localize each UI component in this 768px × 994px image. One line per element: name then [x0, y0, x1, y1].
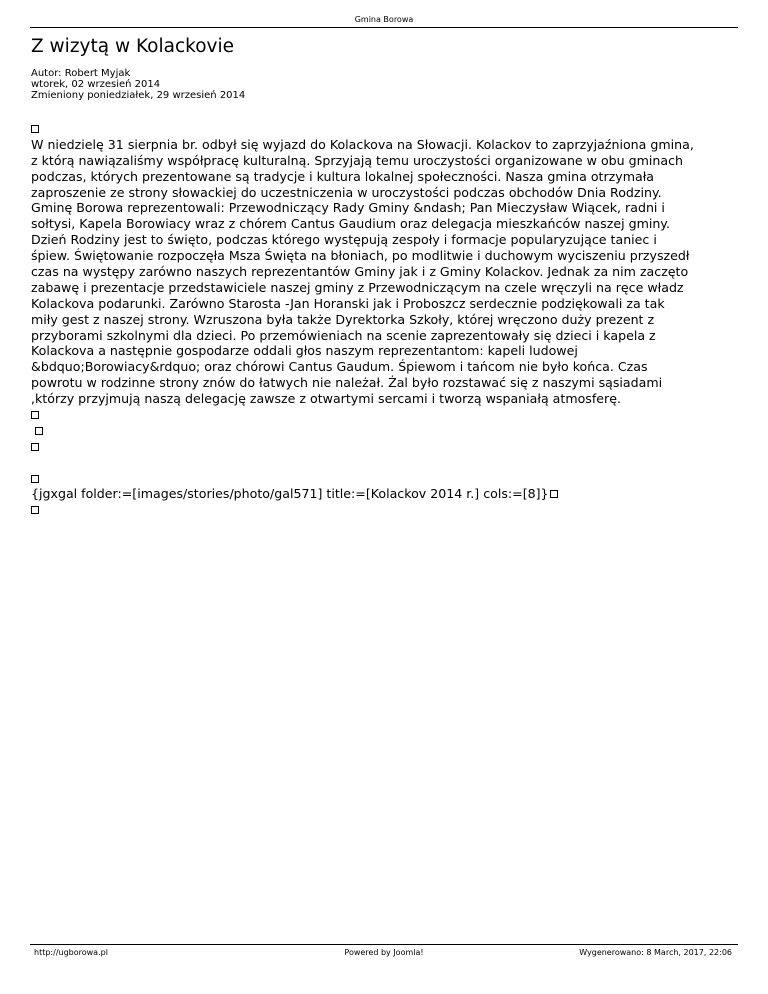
body-line: Dzień Rodziny jest to święto, podczas którego występują zespoły i formacje popularyzujące taniec i [31, 232, 657, 248]
body-line: sołtysi, Kapela Borowiacy wraz z chórem Cantus Gaudium oraz delegacja mieszkańców naszej gminy. [31, 216, 670, 232]
footer-generated-date: Wygenerowano: 8 March, 2017, 22:06 [579, 948, 732, 957]
body-line: przyborami szkolnymi dla dzieci. Po przemówieniach na scenie zaprezentowały się dzieci i kapela z [31, 327, 656, 343]
site-name: Gmina Borowa [354, 15, 414, 24]
body-line: miły gest z naszej strony. Wzruszona była także Dyrektorka Szkoły, której wręczono duży prezent z [31, 311, 655, 327]
article-modified-date: Zmieniony poniedziałek, 29 wrzesień 2014 [31, 90, 246, 101]
missing-glyph-box [31, 502, 743, 518]
missing-glyph-box [31, 471, 743, 487]
missing-glyph-box [31, 423, 743, 439]
page-footer [30, 948, 738, 958]
body-line: Kolackova a następnie gospodarze oddali głos naszym reprezentantom: kapeli ludowej [31, 343, 578, 359]
gallery-tag-line [31, 486, 743, 502]
body-line: W niedzielę 31 sierpnia br. odbył się wyjazd do Kolackova na Słowacji. Kolackov to zaprzyjaźniona gmina, [31, 136, 694, 152]
body-line: ,którzy przyjmują naszą delegację zawsze z otwartymi sercami i tworzą wspaniałą atmosferę. [31, 391, 621, 407]
header-divider [30, 27, 738, 28]
body-line: zaproszenie ze strony słowackiej do uczestniczenia w uroczystości podczas obchodów Dnia Rodziny. [31, 184, 662, 200]
body-line: powrotu w rodzinne strony znów do łatwych nie należał. Żal było rozstawać się z naszymi sąsiadami [31, 375, 663, 391]
footer-powered-by: Powered by Joomla! [344, 948, 424, 957]
body-line: śpiew. Świętowanie rozpoczęła Msza Święta na błoniach, po modlitwie i duchowym wyciszeniu przyszedł [31, 248, 690, 264]
body-line: podczas, których prezentowane są tradycje i kultura lokalnej społeczności. Nasza gmina otrzymała [31, 168, 654, 184]
footer-site-url[interactable]: http://ugborowa.pl [34, 948, 108, 957]
body-line: Kolackova podarunki. Zarówno Starosta -Jan Horanski jak i Proboszcz serdecznie podziękowali za tak [31, 295, 665, 311]
article-body [31, 121, 743, 518]
body-line: zabawę i prezentacje przedstawiciele naszej gminy z Przewodniczącym na czele wręczyli na ręce władz [31, 279, 684, 295]
article-title: Z wizytą w Kolackovie [31, 36, 234, 57]
missing-glyph-box [31, 407, 743, 423]
footer-divider [30, 944, 738, 945]
gallery-tag-text: {jgxgal folder:=[images/stories/photo/gal571] title:=[Kolackov 2014 r.] cols:=[8]} [31, 486, 549, 502]
body-line: Gminę Borowa reprezentowali: Przewodniczący Rady Gminy &ndash; Pan Mieczysław Wiącek, radni i [31, 200, 665, 216]
body-line: &bdquo;Borowiacy&rdquo; oraz chórowi Cantus Gaudum. Śpiewom i tańcom nie było końca. Czas [31, 359, 648, 375]
article-author: Autor: Robert Myjak [31, 68, 131, 79]
blank-line [31, 455, 743, 471]
body-line: z którą nawiązaliśmy współpracę kulturalną. Sprzyjają temu uroczystości organizowane w obu gminach [31, 152, 684, 168]
missing-glyph-box [31, 439, 743, 455]
article-meta [31, 68, 245, 101]
missing-glyph-box [550, 490, 558, 498]
missing-glyph-box [31, 121, 743, 137]
body-line: czas na występy zarówno naszych reprezentantów Gminy jak i z Gminy Kolackov. Jednak za nim zaczęto [31, 264, 689, 280]
article-created-date: wtorek, 02 wrzesień 2014 [31, 79, 161, 90]
